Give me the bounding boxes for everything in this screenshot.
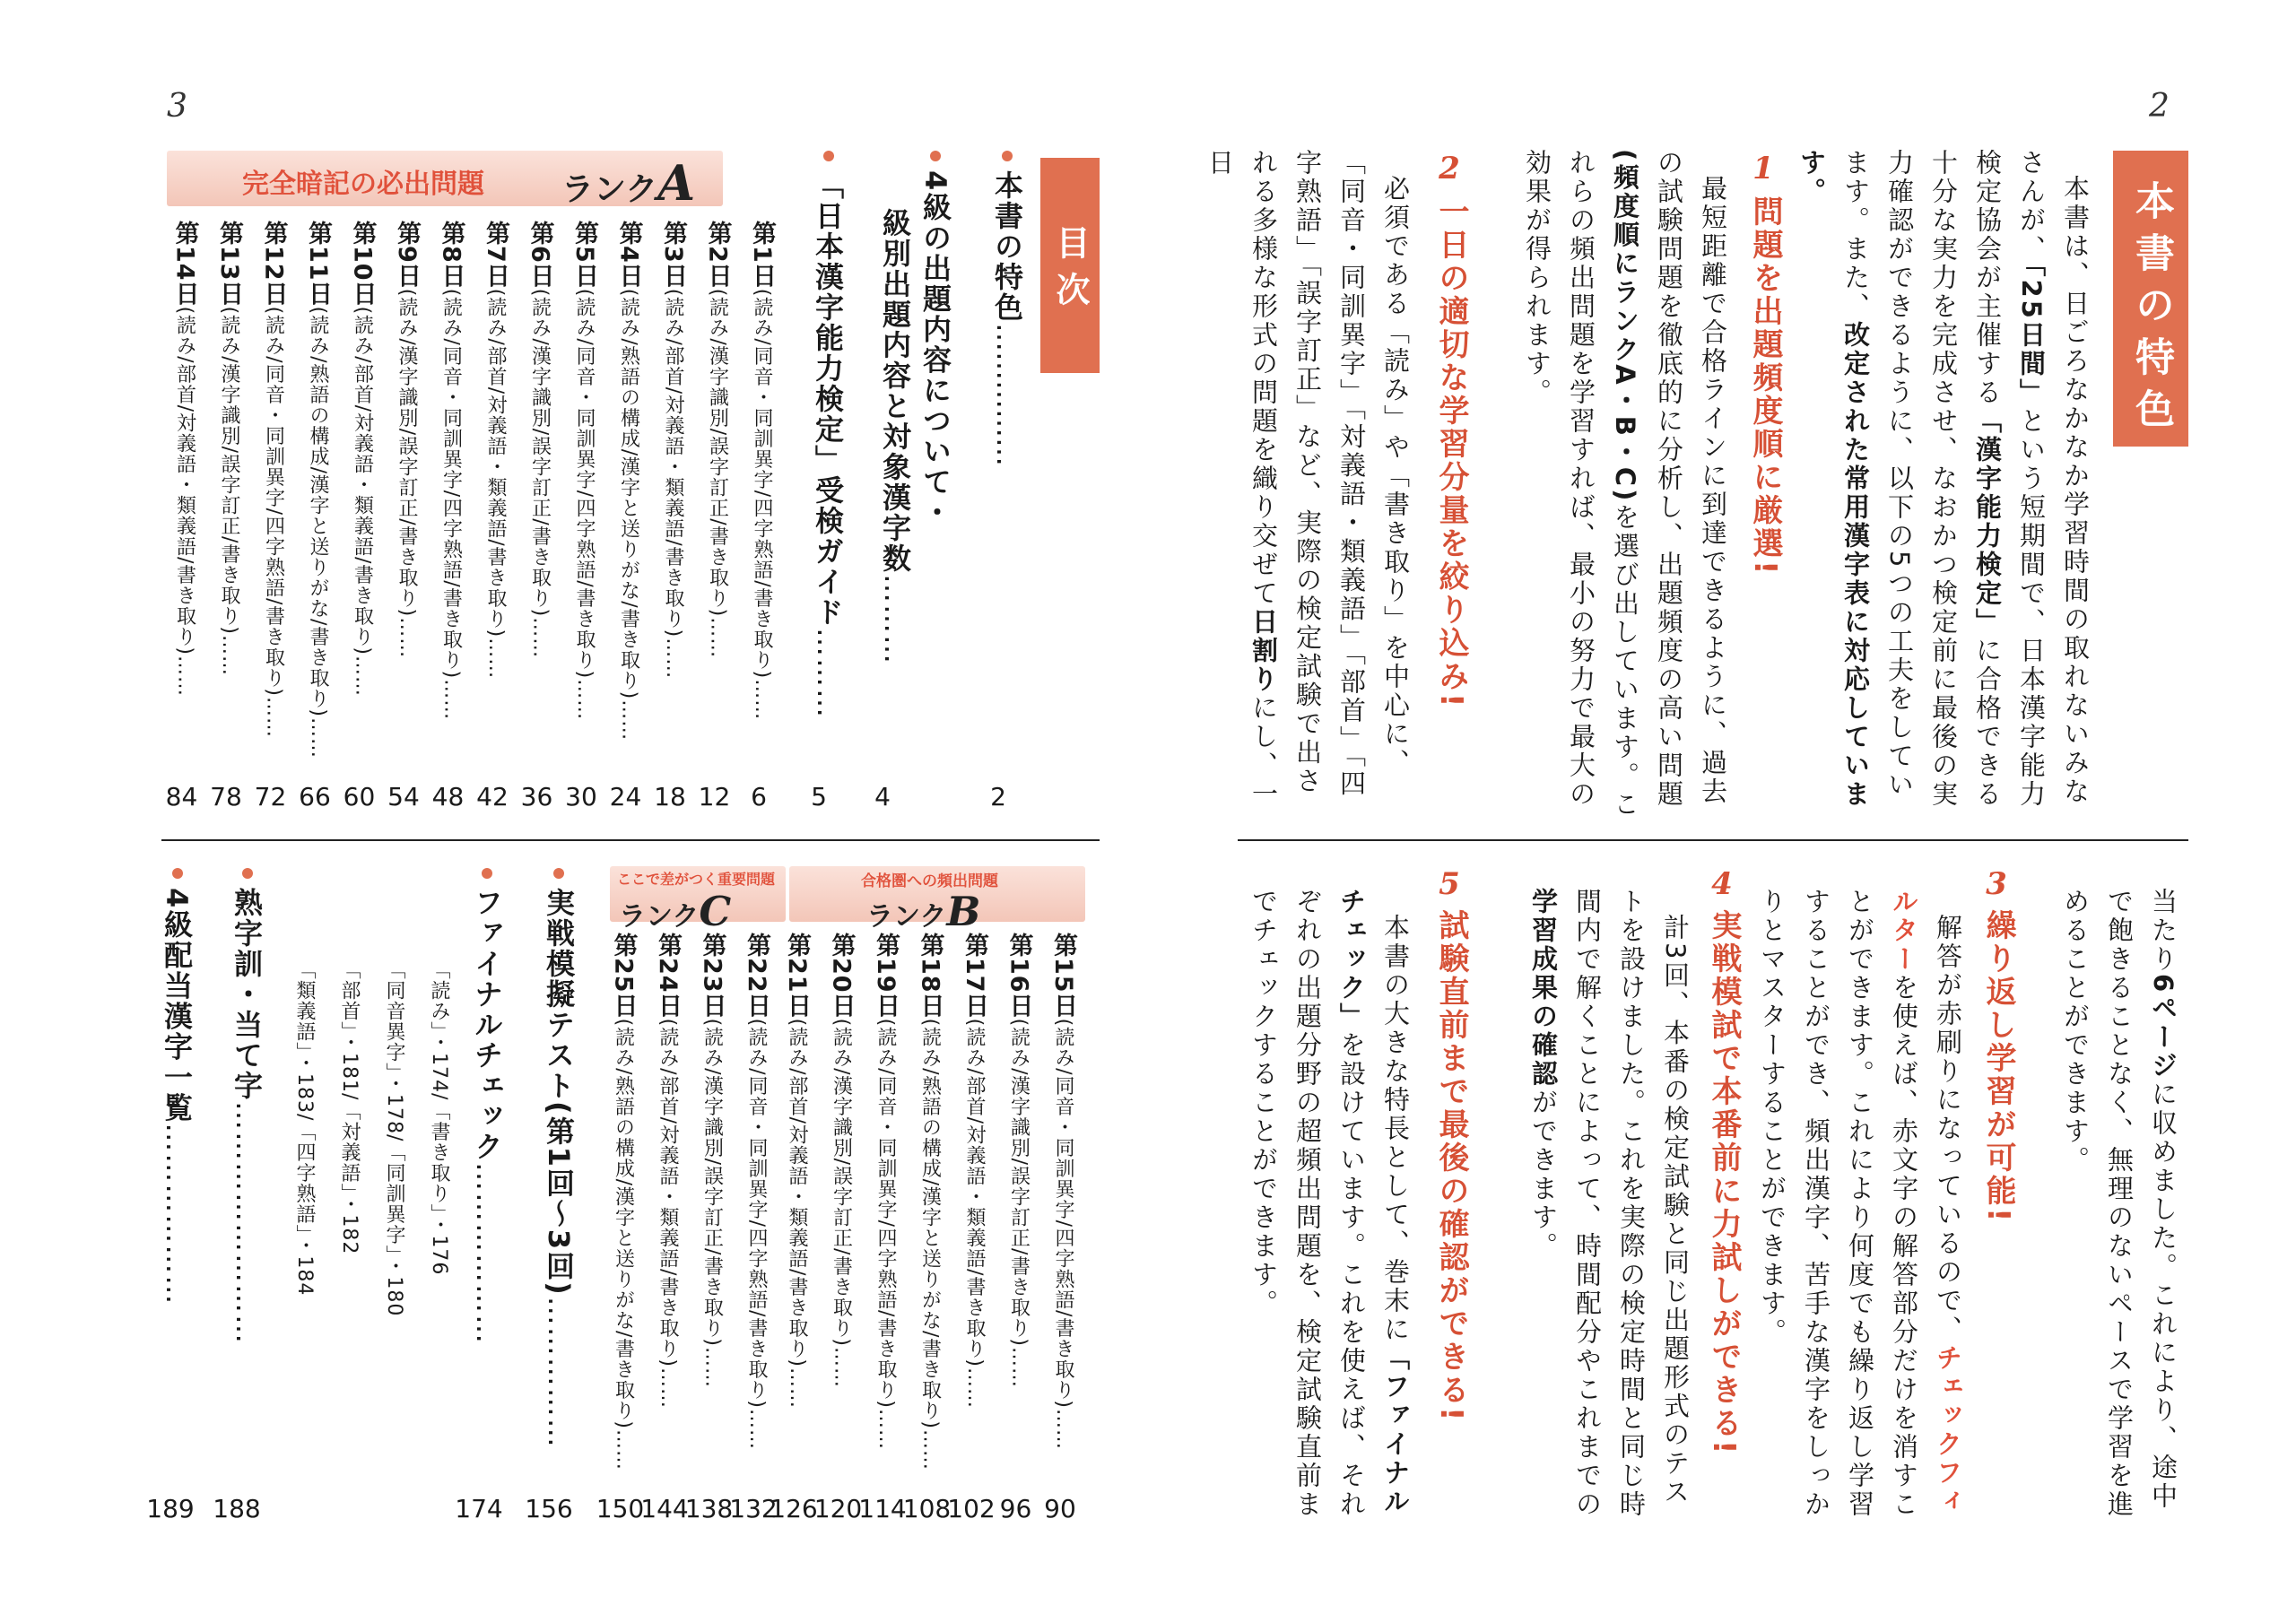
toc-day-entry[interactable]: 第12日(読み/同音・同訓異字/四字熟語/書き取り)…… [259, 221, 288, 738]
toc-day-detail: (読み/漢字識別/誤字訂正/書き取り) [700, 1018, 724, 1347]
toc-day-detail: (読み/漢字識別/誤字訂正/書き取り) [1007, 1018, 1031, 1347]
section-1-number: 1 [1752, 151, 1774, 187]
toc-day-detail: (読み/同音・同訓異字/四字熟語/書き取り) [745, 1018, 768, 1409]
toc-day-detail: (読み/同音・同訓異字/四字熟語/書き取り) [1052, 1018, 1074, 1409]
section-5-text: 本書の大きな特長として、巻末に「ファイナルチェック」を設けています。これを使えば、それぞれの出題分野の超頻出問題を、検定試験直前までチェックすることができます。 [1248, 888, 1411, 1519]
toc-day-detail: (読み/部首/対義語・類義語/書き取り) [173, 306, 196, 655]
toc-day-label: 第9日 [393, 221, 421, 289]
final-check-sub-2: 「同音異字」・178/「同訓異字」・180 [383, 959, 405, 1317]
toc-day-detail: (読み/漢字識別/誤字訂正/書き取り) [706, 288, 729, 618]
toc-day-page: 72 [254, 782, 287, 812]
toc-title: 目次 [1040, 158, 1100, 373]
toc-day-entry[interactable]: 第20日(読み/漢字識別/誤字訂正/書き取り)…… [827, 933, 856, 1388]
section-5-title: 試験直前まで最後の確認ができる! [1433, 909, 1469, 1424]
toc-day-label: 第15日 [1049, 933, 1077, 1019]
page-number-right: 2 [2149, 88, 2170, 125]
toc-day-label: 第7日 [482, 221, 509, 289]
toc-day-entry[interactable]: 第16日(読み/漢字識別/誤字訂正/書き取り)…… [1004, 933, 1033, 1388]
toc-day-label: 第16日 [1004, 933, 1033, 1019]
toc-day-label: 第13日 [215, 221, 243, 307]
toc-day-entry[interactable]: 第21日(読み/部首/対義語・類義語/書き取り)…… [783, 933, 811, 1409]
bullet-dot [930, 151, 941, 161]
toc-day-page: 66 [299, 782, 331, 812]
toc-item-haito-kanji[interactable]: 4級配当漢字一覧……………… [160, 888, 194, 1306]
toc-day-entry[interactable]: 第17日(読み/部首/対義語・類義語/書き取り)…… [961, 933, 988, 1409]
toc-item-final-check[interactable]: ファイナルチェック……………… [470, 888, 504, 1345]
toc-day-label: 第25日 [609, 933, 638, 1019]
toc-day-page: 138 [684, 1494, 734, 1523]
toc-day-label: 第1日 [748, 221, 776, 289]
toc-day-page: 150 [596, 1494, 645, 1523]
toc-day-label: 第22日 [743, 933, 770, 1019]
bullet-dot [823, 151, 834, 161]
bullet-dot [242, 868, 253, 879]
toc-day-entry[interactable]: 第8日(読み/同音・同訓異字/四字熟語/書き取り)…… [437, 221, 465, 721]
section-3-number: 3 [1986, 866, 2007, 902]
toc-day-label: 第14日 [170, 221, 199, 307]
toc-day-page: 48 [431, 782, 465, 812]
section-4-text: 計3回、本番の検定試験と同じ出題形式のテストを設けました。これを実際の検定時間と同じ時間内で解くことによって、時間配分やこれまでの学習成果の確認ができます。 [1528, 888, 1691, 1519]
final-check-sub-4: 「類義語」・183/「四字熟語」・184 [293, 959, 316, 1297]
toc-page-final-check: 174 [455, 1494, 503, 1523]
page-number-left: 3 [167, 88, 187, 125]
toc-day-entry[interactable]: 第25日(読み/熟語の構成/漢字と送りがな/書き取り)…… [609, 933, 638, 1471]
toc-page-exam-content: 4 [874, 782, 891, 812]
toc-item-exam-content-2: 級別出題内容と対象漢字数……… [878, 208, 912, 665]
toc-day-detail: (読み/部首/対義語・類義語/書き取り) [351, 306, 374, 655]
toc-day-entry[interactable]: 第4日(読み/熟語の構成/漢字と送りがな/書き取り)…… [614, 221, 643, 742]
toc-day-label: 第4日 [614, 221, 643, 289]
intro-paragraph: 本書は、日ごろなかなか学習時間の取れないみなさんが、「25日間」という短期間で、日本漢字能力検定協会が主催する「漢字能力検定」に合格できる十分な実力を完成させ、なおかつ検定前に最後の実力確認ができるように、以下の5つの工夫をしています。また、改定された常用漢字表に対応しています。 [1796, 149, 2091, 809]
section-3-title: 繰り返し学習が可能! [1980, 909, 2016, 1225]
rank-a-title: ランクA [561, 154, 696, 212]
toc-day-detail: (読み/漢字識別/誤字訂正/書き取り) [396, 288, 418, 618]
toc-day-detail: (読み/部首/対義語・類義語/書き取り) [484, 288, 507, 638]
bullet-dot [1002, 151, 1013, 161]
toc-day-entry[interactable]: 第11日(読み/熟語の構成/漢字と送りがな/書き取り)…… [304, 221, 332, 759]
toc-day-label: 第11日 [304, 221, 332, 307]
final-check-sub-1: 「読み」・174/「書き取り」・176 [428, 959, 450, 1276]
toc-day-label: 第6日 [526, 221, 554, 289]
toc-day-page: 90 [1044, 1494, 1076, 1523]
toc-day-label: 第21日 [783, 933, 811, 1019]
toc-item-mock-test[interactable]: 実戦模擬テスト(第1回〜3回)…………… [542, 888, 576, 1449]
toc-day-label: 第17日 [961, 933, 988, 1019]
toc-day-label: 第10日 [348, 221, 377, 307]
toc-day-detail: (読み/漢字識別/誤字訂正/書き取り) [218, 306, 240, 635]
section-2-text-continued: 当たり6ページに収めました。これにより、途中で飽きることなく、無理のないペースで学習を進めることができます。 [2060, 888, 2179, 1519]
toc-item-jukujikun[interactable]: 熟字訓・当て字…………………… [230, 888, 264, 1345]
toc-day-page: 114 [858, 1494, 907, 1523]
toc-day-page: 132 [729, 1494, 778, 1523]
toc-page-features: 2 [990, 782, 1006, 812]
section-2-title: 一日の適切な学習分量を絞り込み! [1433, 195, 1469, 710]
toc-day-entry[interactable]: 第13日(読み/漢字識別/誤字訂正/書き取り)…… [215, 221, 243, 676]
toc-day-detail: (読み/熟語の構成/漢字と送りがな/書き取り) [918, 1018, 942, 1429]
toc-day-entry[interactable]: 第5日(読み/同音・同訓異字/四字熟語/書き取り)…… [570, 221, 598, 721]
rank-a-label: 完全暗記の必出問題 [242, 169, 484, 200]
toc-day-page: 54 [387, 782, 420, 812]
toc-day-entry[interactable]: 第14日(読み/部首/対義語・類義語/書き取り)…… [170, 221, 199, 697]
toc-day-label: 第3日 [659, 221, 687, 289]
section-4-number: 4 [1711, 866, 1733, 902]
toc-day-detail: (読み/漢字識別/誤字訂正/書き取り) [830, 1018, 853, 1347]
toc-page-mock-test: 156 [525, 1494, 573, 1523]
toc-day-entry[interactable]: 第6日(読み/漢字識別/誤字訂正/書き取り)…… [526, 221, 554, 659]
toc-day-label: 第19日 [872, 933, 900, 1019]
toc-day-page: 144 [640, 1494, 689, 1523]
section-2-number: 2 [1439, 151, 1460, 187]
toc-day-entry[interactable]: 第10日(読み/部首/対義語・類義語/書き取り)…… [348, 221, 377, 697]
features-title: 本書の特色 [2113, 151, 2188, 447]
toc-day-label: 第24日 [654, 933, 682, 1019]
toc-day-page: 30 [565, 782, 597, 812]
toc-day-page: 60 [343, 782, 376, 812]
toc-day-detail: (読み/熟語の構成/漢字と送りがな/書き取り) [617, 288, 640, 700]
toc-day-page: 102 [947, 1494, 996, 1523]
section-3-text: 解答が赤刷りになっているので、チェックフィルターを使えば、赤文字の解答部分だけを消すことができます。これにより何度でも繰り返し学習することができ、頻出漢字、苦手な漢字をしっかりとマスターすることができます。 [1757, 888, 1963, 1519]
toc-day-entry[interactable]: 第3日(読み/部首/対義語・類義語/書き取り)…… [659, 221, 687, 680]
toc-day-entry[interactable]: 第1日(読み/同音・同訓異字/四字熟語/書き取り)…… [748, 221, 776, 721]
toc-day-entry[interactable]: 第24日(読み/部首/対義語・類義語/書き取り)…… [654, 933, 682, 1409]
divider [1238, 839, 2188, 841]
toc-day-entry[interactable]: 第18日(読み/熟語の構成/漢字と送りがな/書き取り)…… [916, 933, 944, 1471]
toc-day-entry[interactable]: 第2日(読み/漢字識別/誤字訂正/書き取り)…… [703, 221, 732, 659]
toc-day-entry[interactable]: 第19日(読み/同音・同訓異字/四字熟語/書き取り)…… [872, 933, 900, 1450]
toc-day-page: 36 [520, 782, 553, 812]
toc-day-page: 42 [476, 782, 509, 812]
toc-day-entry[interactable]: 第7日(読み/部首/対義語・類義語/書き取り)…… [482, 221, 509, 680]
toc-page-haito-kanji: 189 [146, 1494, 195, 1523]
toc-day-page: 18 [654, 782, 686, 812]
toc-day-detail: (読み/熟語の構成/漢字と送りがな/書き取り) [612, 1018, 635, 1429]
bullet-dot [553, 868, 564, 879]
bullet-dot [172, 868, 183, 879]
toc-day-label: 第8日 [437, 221, 465, 289]
toc-day-label: 第23日 [698, 933, 726, 1019]
toc-day-detail: (読み/同音・同訓異字/四字熟語/書き取り) [439, 288, 463, 680]
toc-day-entry[interactable]: 第23日(読み/漢字識別/誤字訂正/書き取り)…… [698, 933, 726, 1388]
toc-day-detail: (読み/同音・同訓異字/四字熟語/書き取り) [874, 1018, 897, 1409]
toc-day-detail: (読み/同音・同訓異字/四字熟語/書き取り) [573, 288, 596, 680]
toc-day-page: 12 [698, 782, 731, 812]
toc-day-page: 120 [813, 1494, 863, 1523]
toc-day-entry[interactable]: 第9日(読み/漢字識別/誤字訂正/書き取り)…… [393, 221, 421, 659]
toc-day-entry[interactable]: 第22日(読み/同音・同訓異字/四字熟語/書き取り)…… [743, 933, 770, 1450]
toc-item-features[interactable]: 本書の特色…………… [990, 170, 1024, 466]
toc-day-page: 108 [902, 1494, 952, 1523]
toc-day-detail: (読み/同音・同訓異字/四字熟語/書き取り) [262, 306, 285, 697]
section-1-title: 問題を出題頻度順に厳選! [1747, 195, 1783, 577]
toc-day-detail: (読み/部首/対義語・類義語/書き取り) [786, 1018, 808, 1367]
toc-page-guide: 5 [811, 782, 827, 812]
toc-day-page: 126 [770, 1494, 818, 1523]
toc-item-guide[interactable]: 「日本漢字能力検定」受検ガイド……… [811, 170, 845, 719]
toc-day-page: 78 [210, 782, 242, 812]
rank-b-title: ランクB [866, 888, 981, 935]
toc-item-exam-content[interactable]: 4級の出題内容について・ [918, 170, 952, 528]
toc-day-label: 第5日 [570, 221, 598, 289]
toc-page-jukujikun: 188 [213, 1494, 261, 1523]
toc-day-detail: (読み/漢字識別/誤字訂正/書き取り) [528, 288, 552, 618]
toc-day-detail: (読み/部首/対義語・類義語/書き取り) [657, 1018, 679, 1367]
rank-b-label: 合格圏への頻出問題 [861, 872, 998, 890]
rank-c-title: ランクC [619, 888, 732, 935]
section-5-number: 5 [1439, 866, 1460, 902]
toc-day-detail: (読み/同音・同訓異字/四字熟語/書き取り) [751, 288, 773, 680]
toc-day-page: 24 [609, 782, 642, 812]
rank-c-label: ここで差がつく重要問題 [617, 871, 776, 888]
toc-day-label: 第18日 [916, 933, 944, 1019]
toc-day-detail: (読み/部首/対義語・類義語/書き取り) [963, 1018, 986, 1367]
toc-day-label: 第20日 [827, 933, 856, 1019]
section-4-title: 実戦模試で本番前に力試しができる! [1706, 909, 1742, 1457]
bullet-dot [482, 868, 492, 879]
toc-day-detail: (読み/部首/対義語・類義語/書き取り) [662, 288, 684, 638]
toc-day-detail: (読み/熟語の構成/漢字と送りがな/書き取り) [307, 306, 329, 717]
section-2-text: 必須である「読み」や「書き取り」を中心に、「同音・同訓異字」「対義語・類義語」「部首」「四字熟語」「誤字訂正」など、実際の検定試験で出される多様な形式の問題を織り交ぜて日割りにし、一日 [1205, 149, 1411, 809]
toc-day-page: 96 [999, 1494, 1032, 1523]
toc-day-label: 第12日 [259, 221, 288, 307]
final-check-sub-3: 「部首」・181/「対義語」・182 [338, 959, 361, 1255]
toc-day-label: 第2日 [703, 221, 732, 289]
toc-day-page: 6 [751, 782, 767, 812]
section-1-text: 最短距離で合格ラインに到達できるように、過去の試験問題を徹底的に分析し、出題頻度の高い問題(頻度順にランクA・B・C)を選び出しています。これらの頻出問題を学習すれば、最小の努力で最大の効果が得られます。 [1522, 149, 1728, 820]
toc-day-page: 84 [165, 782, 198, 812]
toc-day-entry[interactable]: 第15日(読み/同音・同訓異字/四字熟語/書き取り)…… [1049, 933, 1077, 1450]
divider [161, 839, 1100, 841]
